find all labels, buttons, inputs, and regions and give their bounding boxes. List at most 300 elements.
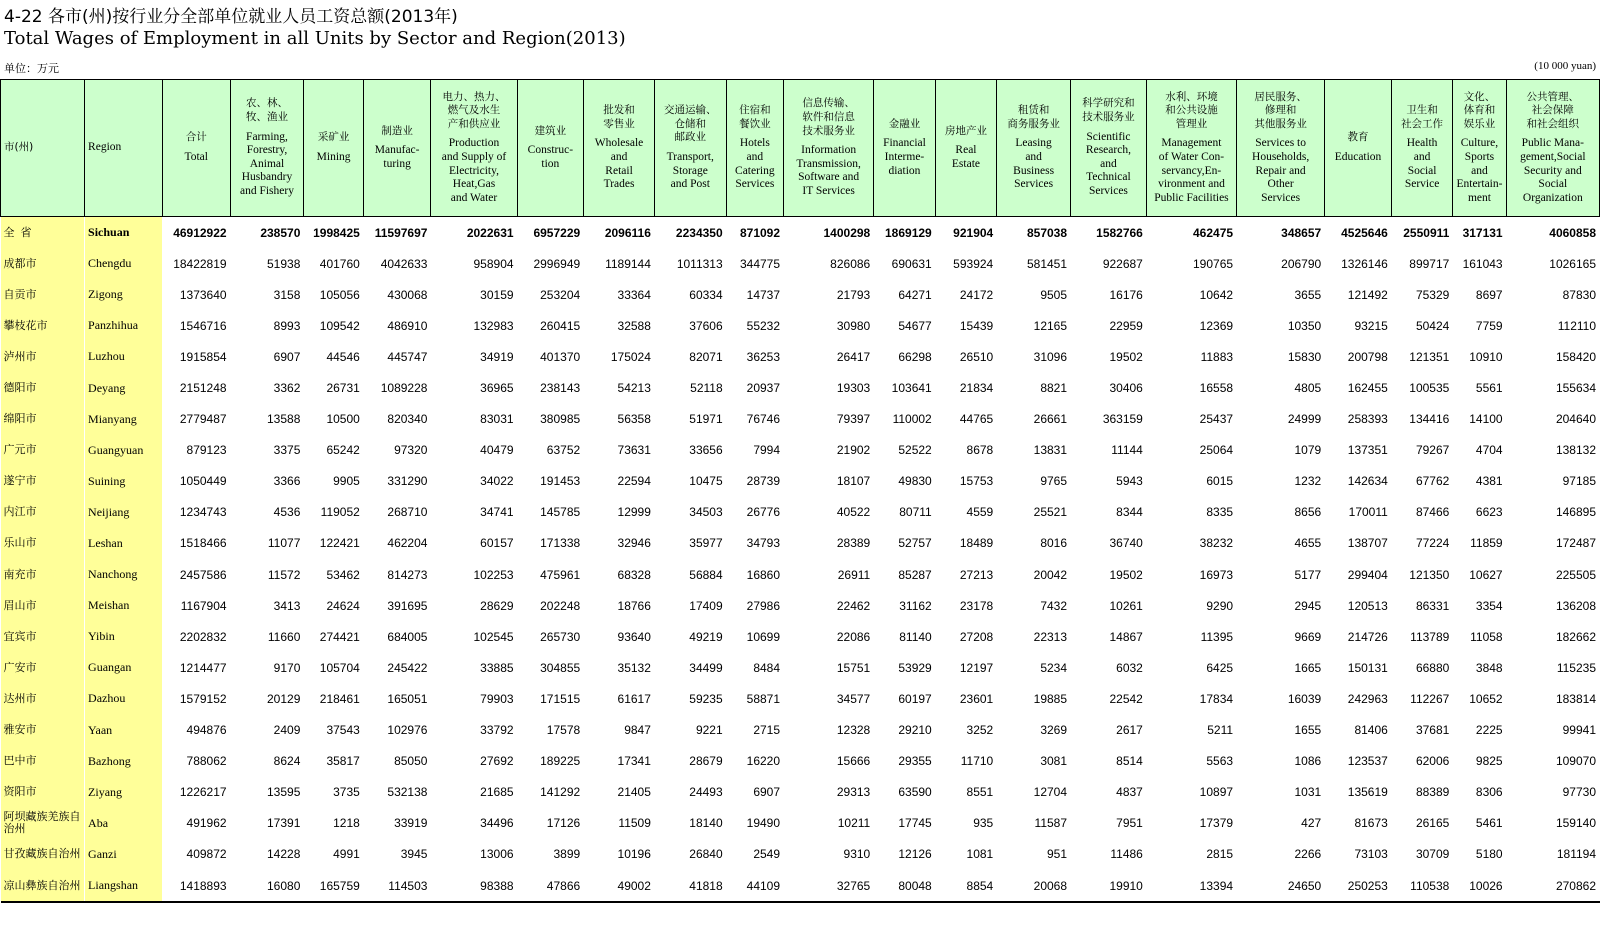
- table-cell: 4704: [1453, 435, 1506, 466]
- table-cell: 430068: [363, 279, 431, 310]
- header-col-11: [935, 80, 997, 217]
- header-col-cn: 交通运输、 仓储和 邮政业: [664, 104, 717, 144]
- table-cell: 73631: [584, 435, 655, 466]
- header-col-en: Real Estate: [951, 144, 981, 170]
- table-cell: 24624: [304, 590, 363, 621]
- table-row: [1, 746, 1600, 777]
- table-cell: 2617: [1071, 715, 1147, 746]
- table-cell: 10500: [304, 404, 363, 435]
- table-cell: 33792: [431, 715, 517, 746]
- table-cell: 3945: [363, 839, 431, 870]
- header-col-en: Information Transmission, Software and IT Services: [796, 144, 861, 197]
- table-cell: 1869129: [874, 217, 936, 249]
- table-cell: 951: [997, 839, 1071, 870]
- header-col-12: [997, 80, 1071, 217]
- table-cell: 34503: [654, 497, 726, 528]
- header-col-en: Farming, Forestry, Animal Husbandry and Fishery: [239, 130, 294, 197]
- row-region-cn: 自贡市: [1, 279, 85, 310]
- table-cell: 66880: [1391, 652, 1453, 683]
- table-cell: 27692: [431, 746, 517, 777]
- table-cell: 462204: [363, 528, 431, 559]
- header-col-13: [1071, 80, 1147, 217]
- table-cell: 97320: [363, 435, 431, 466]
- table-cell: 33885: [431, 652, 517, 683]
- table-cell: 26510: [935, 341, 997, 372]
- table-cell: 250253: [1325, 870, 1392, 902]
- header-col-cn: 批发和 零售业: [603, 104, 635, 130]
- table-cell: 63590: [874, 777, 936, 808]
- table-cell: 100535: [1391, 372, 1453, 403]
- header-col-1: [230, 80, 304, 217]
- table-cell: 2945: [1237, 590, 1325, 621]
- row-region-cn: 攀枝花市: [1, 310, 85, 341]
- table-cell: 6032: [1071, 652, 1147, 683]
- table-cell: 12165: [997, 310, 1071, 341]
- table-cell: 12369: [1146, 310, 1236, 341]
- table-cell: 21834: [935, 372, 997, 403]
- table-cell: 4042633: [363, 248, 431, 279]
- table-cell: 8993: [230, 310, 304, 341]
- table-cell: 1050449: [162, 466, 230, 497]
- table-cell: 44765: [935, 404, 997, 435]
- table-cell: 21405: [584, 777, 655, 808]
- table-cell: 4805: [1237, 372, 1325, 403]
- table-cell: 112267: [1391, 683, 1453, 714]
- header-region: Region: [85, 80, 163, 217]
- table-cell: 15439: [935, 310, 997, 341]
- table-cell: 62006: [1391, 746, 1453, 777]
- table-cell: 8335: [1146, 497, 1236, 528]
- header-col-cn: 信息传输、 软件和信息 技术服务业: [802, 97, 855, 137]
- table-cell: 19910: [1071, 870, 1147, 902]
- header-col-en: Scientific Research, and Technical Services: [1085, 130, 1131, 197]
- table-cell: 21793: [784, 279, 874, 310]
- table-cell: 119052: [304, 497, 363, 528]
- table-cell: 14100: [1453, 404, 1506, 435]
- table-cell: 12999: [584, 497, 655, 528]
- table-cell: 32588: [584, 310, 655, 341]
- table-cell: 7432: [997, 590, 1071, 621]
- table-cell: 2815: [1146, 839, 1236, 870]
- table-cell: 142634: [1325, 466, 1392, 497]
- row-region-en: Ganzi: [85, 839, 163, 870]
- table-cell: 150131: [1325, 652, 1392, 683]
- table-cell: 270862: [1506, 870, 1599, 902]
- row-region-en: Meishan: [85, 590, 163, 621]
- table-cell: 9847: [584, 715, 655, 746]
- row-region-en: Bazhong: [85, 746, 163, 777]
- table-cell: 26731: [304, 372, 363, 403]
- header-col-15: [1237, 80, 1325, 217]
- table-cell: 16558: [1146, 372, 1236, 403]
- table-cell: 27986: [726, 590, 783, 621]
- table-cell: 4655: [1237, 528, 1325, 559]
- table-cell: 1582766: [1071, 217, 1147, 249]
- table-cell: 2234350: [654, 217, 726, 249]
- table-cell: 8656: [1237, 497, 1325, 528]
- table-cell: 97730: [1506, 777, 1599, 808]
- row-region-en: Mianyang: [85, 404, 163, 435]
- row-region-en: Yibin: [85, 621, 163, 652]
- header-col-9: [784, 80, 874, 217]
- row-region-cn: 巴中市: [1, 746, 85, 777]
- table-cell: 11572: [230, 559, 304, 590]
- table-cell: 28389: [784, 528, 874, 559]
- table-cell: 2022631: [431, 217, 517, 249]
- table-cell: 10699: [726, 621, 783, 652]
- table-cell: 52757: [874, 528, 936, 559]
- table-cell: 879123: [162, 435, 230, 466]
- table-cell: 56884: [654, 559, 726, 590]
- row-region-cn: 南充市: [1, 559, 85, 590]
- table-cell: 2409: [230, 715, 304, 746]
- table-cell: 1031: [1237, 777, 1325, 808]
- header-col-cn: 科学研究和 技术服务业: [1082, 97, 1135, 124]
- table-cell: 99941: [1506, 715, 1599, 746]
- table-cell: 16176: [1071, 279, 1147, 310]
- table-cell: 35817: [304, 746, 363, 777]
- table-cell: 17126: [517, 808, 584, 839]
- table-cell: 391695: [363, 590, 431, 621]
- wages-table: [0, 79, 1600, 903]
- table-cell: 13595: [230, 777, 304, 808]
- table-cell: 28679: [654, 746, 726, 777]
- table-cell: 1089228: [363, 372, 431, 403]
- table-cell: 581451: [997, 248, 1071, 279]
- table-cell: 41818: [654, 870, 726, 902]
- table-cell: 9310: [784, 839, 874, 870]
- table-cell: 189225: [517, 746, 584, 777]
- table-cell: 21902: [784, 435, 874, 466]
- table-cell: 36253: [726, 341, 783, 372]
- row-region-cn: 乐山市: [1, 528, 85, 559]
- table-cell: 1086: [1237, 746, 1325, 777]
- table-cell: 9170: [230, 652, 304, 683]
- table-cell: 122421: [304, 528, 363, 559]
- table-cell: 5461: [1453, 808, 1506, 839]
- header-col-cn: 文化、 体育和 娱乐业: [1463, 90, 1496, 130]
- table-cell: 1232: [1237, 466, 1325, 497]
- table-cell: 6957229: [517, 217, 584, 249]
- header-col-cn: 公共管理、 社会保障 和社会组织: [1526, 90, 1580, 130]
- table-cell: 83031: [431, 404, 517, 435]
- table-cell: 123537: [1325, 746, 1392, 777]
- table-cell: 24999: [1237, 404, 1325, 435]
- header-col-6: [584, 80, 655, 217]
- table-cell: 204640: [1506, 404, 1599, 435]
- table-cell: 4381: [1453, 466, 1506, 497]
- row-region-en: Guangan: [85, 652, 163, 683]
- header-col-en: Construc- tion: [527, 144, 574, 170]
- table-cell: 102253: [431, 559, 517, 590]
- header-col-cn: 住宿和 餐饮业: [739, 104, 771, 130]
- row-region-cn: 凉山彝族自治州: [1, 870, 85, 902]
- table-cell: 9221: [654, 715, 726, 746]
- table-cell: 1214477: [162, 652, 230, 683]
- table-cell: 24493: [654, 777, 726, 808]
- table-cell: 63752: [517, 435, 584, 466]
- table-cell: 10897: [1146, 777, 1236, 808]
- header-city: 市(州): [1, 80, 85, 217]
- table-cell: 2096116: [584, 217, 655, 249]
- table-cell: 31162: [874, 590, 936, 621]
- table-cell: 30980: [784, 310, 874, 341]
- header-col-en: Health and Social Service: [1404, 137, 1440, 191]
- table-cell: 13831: [997, 435, 1071, 466]
- table-cell: 7994: [726, 435, 783, 466]
- table-cell: 12197: [935, 652, 997, 683]
- row-region-cn: 眉山市: [1, 590, 85, 621]
- table-cell: 4536: [230, 497, 304, 528]
- table-cell: 19885: [997, 683, 1071, 714]
- table-cell: 4559: [935, 497, 997, 528]
- table-cell: 18489: [935, 528, 997, 559]
- table-cell: 1189144: [584, 248, 655, 279]
- table-cell: 85287: [874, 559, 936, 590]
- table-cell: 34499: [654, 652, 726, 683]
- table-cell: 13394: [1146, 870, 1236, 902]
- table-cell: 935: [935, 808, 997, 839]
- table-row: [1, 621, 1600, 652]
- table-cell: 9765: [997, 466, 1071, 497]
- table-cell: 113789: [1391, 621, 1453, 652]
- header-col-2: [304, 80, 363, 217]
- table-row: [1, 341, 1600, 372]
- table-cell: 110538: [1391, 870, 1453, 902]
- table-cell: 3899: [517, 839, 584, 870]
- header-col-18: [1453, 80, 1506, 217]
- table-cell: 97185: [1506, 466, 1599, 497]
- table-cell: 6425: [1146, 652, 1236, 683]
- table-cell: 79397: [784, 404, 874, 435]
- table-cell: 171515: [517, 683, 584, 714]
- row-region-en: Dazhou: [85, 683, 163, 714]
- table-cell: 47866: [517, 870, 584, 902]
- table-cell: 98388: [431, 870, 517, 902]
- row-region-en: Panzhihua: [85, 310, 163, 341]
- table-cell: 60334: [654, 279, 726, 310]
- header-col-5: [517, 80, 584, 217]
- table-cell: 348657: [1237, 217, 1325, 249]
- table-cell: 2550911: [1391, 217, 1453, 249]
- header-col-cn: 合计: [185, 131, 207, 144]
- table-cell: 25437: [1146, 404, 1236, 435]
- table-cell: 3269: [997, 715, 1071, 746]
- table-cell: 22542: [1071, 683, 1147, 714]
- table-cell: 3413: [230, 590, 304, 621]
- table-row: [1, 310, 1600, 341]
- row-region-en: Guangyuan: [85, 435, 163, 466]
- table-cell: 37606: [654, 310, 726, 341]
- table-cell: 9825: [1453, 746, 1506, 777]
- row-region-cn: 资阳市: [1, 777, 85, 808]
- row-region-en: Neijiang: [85, 497, 163, 528]
- table-cell: 120513: [1325, 590, 1392, 621]
- table-cell: 1226217: [162, 777, 230, 808]
- table-cell: 25521: [997, 497, 1071, 528]
- table-row-total: [1, 217, 1600, 249]
- table-cell: 40479: [431, 435, 517, 466]
- table-row: [1, 497, 1600, 528]
- table-cell: 260415: [517, 310, 584, 341]
- table-cell: 32946: [584, 528, 655, 559]
- row-region-cn: 德阳市: [1, 372, 85, 403]
- header-col-cn: 金融业: [888, 117, 921, 130]
- table-cell: 12704: [997, 777, 1071, 808]
- table-cell: 38232: [1146, 528, 1236, 559]
- table-cell: 593924: [935, 248, 997, 279]
- table-cell: 34741: [431, 497, 517, 528]
- table-cell: 814273: [363, 559, 431, 590]
- table-cell: 9505: [997, 279, 1071, 310]
- table-cell: 26417: [784, 341, 874, 372]
- table-cell: 363159: [1071, 404, 1147, 435]
- table-cell: 11597697: [363, 217, 431, 249]
- table-cell: 155634: [1506, 372, 1599, 403]
- table-cell: 2151248: [162, 372, 230, 403]
- table-cell: 5563: [1146, 746, 1236, 777]
- table-cell: 826086: [784, 248, 874, 279]
- table-cell: 46912922: [162, 217, 230, 249]
- table-cell: 137351: [1325, 435, 1392, 466]
- header-col-cn: 水利、环境 和公共设施 管理业: [1165, 90, 1218, 130]
- table-cell: 22959: [1071, 310, 1147, 341]
- table-cell: 29355: [874, 746, 936, 777]
- table-cell: 121351: [1391, 341, 1453, 372]
- table-cell: 136208: [1506, 590, 1599, 621]
- table-cell: 409872: [162, 839, 230, 870]
- table-cell: 56358: [584, 404, 655, 435]
- table-cell: 6907: [230, 341, 304, 372]
- row-region-en: Leshan: [85, 528, 163, 559]
- table-cell: 238143: [517, 372, 584, 403]
- row-region-cn: 甘孜藏族自治州: [1, 839, 85, 870]
- row-region-en: Deyang: [85, 372, 163, 403]
- table-cell: 162455: [1325, 372, 1392, 403]
- table-cell: 1373640: [162, 279, 230, 310]
- table-cell: 922687: [1071, 248, 1147, 279]
- table-cell: 26840: [654, 839, 726, 870]
- table-cell: 12328: [784, 715, 874, 746]
- table-cell: 206790: [1237, 248, 1325, 279]
- header-col-en: Culture, Sports and Entertain- ment: [1456, 137, 1503, 204]
- table-cell: 1079: [1237, 435, 1325, 466]
- row-region-en: Liangshan: [85, 870, 163, 902]
- table-cell: 857038: [997, 217, 1071, 249]
- table-cell: 10627: [1453, 559, 1506, 590]
- table-cell: 1998425: [304, 217, 363, 249]
- unit-label-cn: 单位：万元: [4, 62, 59, 75]
- table-cell: 17745: [874, 808, 936, 839]
- table-cell: 20068: [997, 870, 1071, 902]
- table-cell: 33656: [654, 435, 726, 466]
- table-cell: 138707: [1325, 528, 1392, 559]
- row-region-en: Yaan: [85, 715, 163, 746]
- table-cell: 14228: [230, 839, 304, 870]
- table-cell: 10642: [1146, 279, 1236, 310]
- table-cell: 8551: [935, 777, 997, 808]
- table-cell: 1167904: [162, 590, 230, 621]
- table-cell: 28739: [726, 466, 783, 497]
- table-cell: 109070: [1506, 746, 1599, 777]
- header-col-0: [162, 80, 230, 217]
- table-cell: 5177: [1237, 559, 1325, 590]
- table-cell: 1026165: [1506, 248, 1599, 279]
- table-cell: 31096: [997, 341, 1071, 372]
- row-region-cn: 绵阳市: [1, 404, 85, 435]
- row-region-en: Aba: [85, 808, 163, 839]
- table-cell: 77224: [1391, 528, 1453, 559]
- table-cell: 81673: [1325, 808, 1392, 839]
- table-cell: 11077: [230, 528, 304, 559]
- table-cell: 242963: [1325, 683, 1392, 714]
- table-cell: 11509: [584, 808, 655, 839]
- table-cell: 10026: [1453, 870, 1506, 902]
- header-col-en: Transport, Storage and Post: [666, 151, 714, 191]
- table-cell: 44109: [726, 870, 783, 902]
- table-cell: 15830: [1237, 341, 1325, 372]
- table-cell: 12126: [874, 839, 936, 870]
- table-cell: 37543: [304, 715, 363, 746]
- table-cell: 19490: [726, 808, 783, 839]
- row-region-cn: 成都市: [1, 248, 85, 279]
- table-cell: 34022: [431, 466, 517, 497]
- table-cell: 37681: [1391, 715, 1453, 746]
- table-cell: 29210: [874, 715, 936, 746]
- table-cell: 49219: [654, 621, 726, 652]
- table-cell: 214726: [1325, 621, 1392, 652]
- row-region-cn: 广元市: [1, 435, 85, 466]
- header-col-en: Leasing and Business Services: [1013, 137, 1055, 191]
- table-cell: 9905: [304, 466, 363, 497]
- table-cell: 331290: [363, 466, 431, 497]
- table-cell: 11587: [997, 808, 1071, 839]
- header-col-16: [1325, 80, 1392, 217]
- table-cell: 17379: [1146, 808, 1236, 839]
- table-cell: 15751: [784, 652, 874, 683]
- table-cell: 2549: [726, 839, 783, 870]
- table-cell: 1518466: [162, 528, 230, 559]
- header-col-en: Manufac- turing: [374, 144, 420, 170]
- table-cell: 181194: [1506, 839, 1599, 870]
- table-title-cn: 4-22 各市(州)按行业分全部单位就业人员工资总额(2013年): [4, 7, 458, 27]
- table-cell: 23178: [935, 590, 997, 621]
- table-cell: 2996949: [517, 248, 584, 279]
- table-cell: 24650: [1237, 870, 1325, 902]
- table-cell: 52522: [874, 435, 936, 466]
- header-col-en: Hotels and Catering Services: [735, 137, 775, 191]
- table-cell: 899717: [1391, 248, 1453, 279]
- table-cell: 54677: [874, 310, 936, 341]
- table-cell: 1218: [304, 808, 363, 839]
- table-cell: 6015: [1146, 466, 1236, 497]
- table-cell: 28629: [431, 590, 517, 621]
- row-region-cn: 雅安市: [1, 715, 85, 746]
- table-cell: 17578: [517, 715, 584, 746]
- header-col-cn: 房地产业: [944, 124, 987, 137]
- table-cell: 9669: [1237, 621, 1325, 652]
- table-cell: 5561: [1453, 372, 1506, 403]
- table-cell: 2202832: [162, 621, 230, 652]
- table-cell: 13588: [230, 404, 304, 435]
- table-cell: 445747: [363, 341, 431, 372]
- table-cell: 3848: [1453, 652, 1506, 683]
- table-cell: 145785: [517, 497, 584, 528]
- table-cell: 268710: [363, 497, 431, 528]
- table-cell: 820340: [363, 404, 431, 435]
- table-row: [1, 715, 1600, 746]
- table-title-en: Total Wages of Employment in all Units by Sector and Region(2013): [4, 28, 626, 49]
